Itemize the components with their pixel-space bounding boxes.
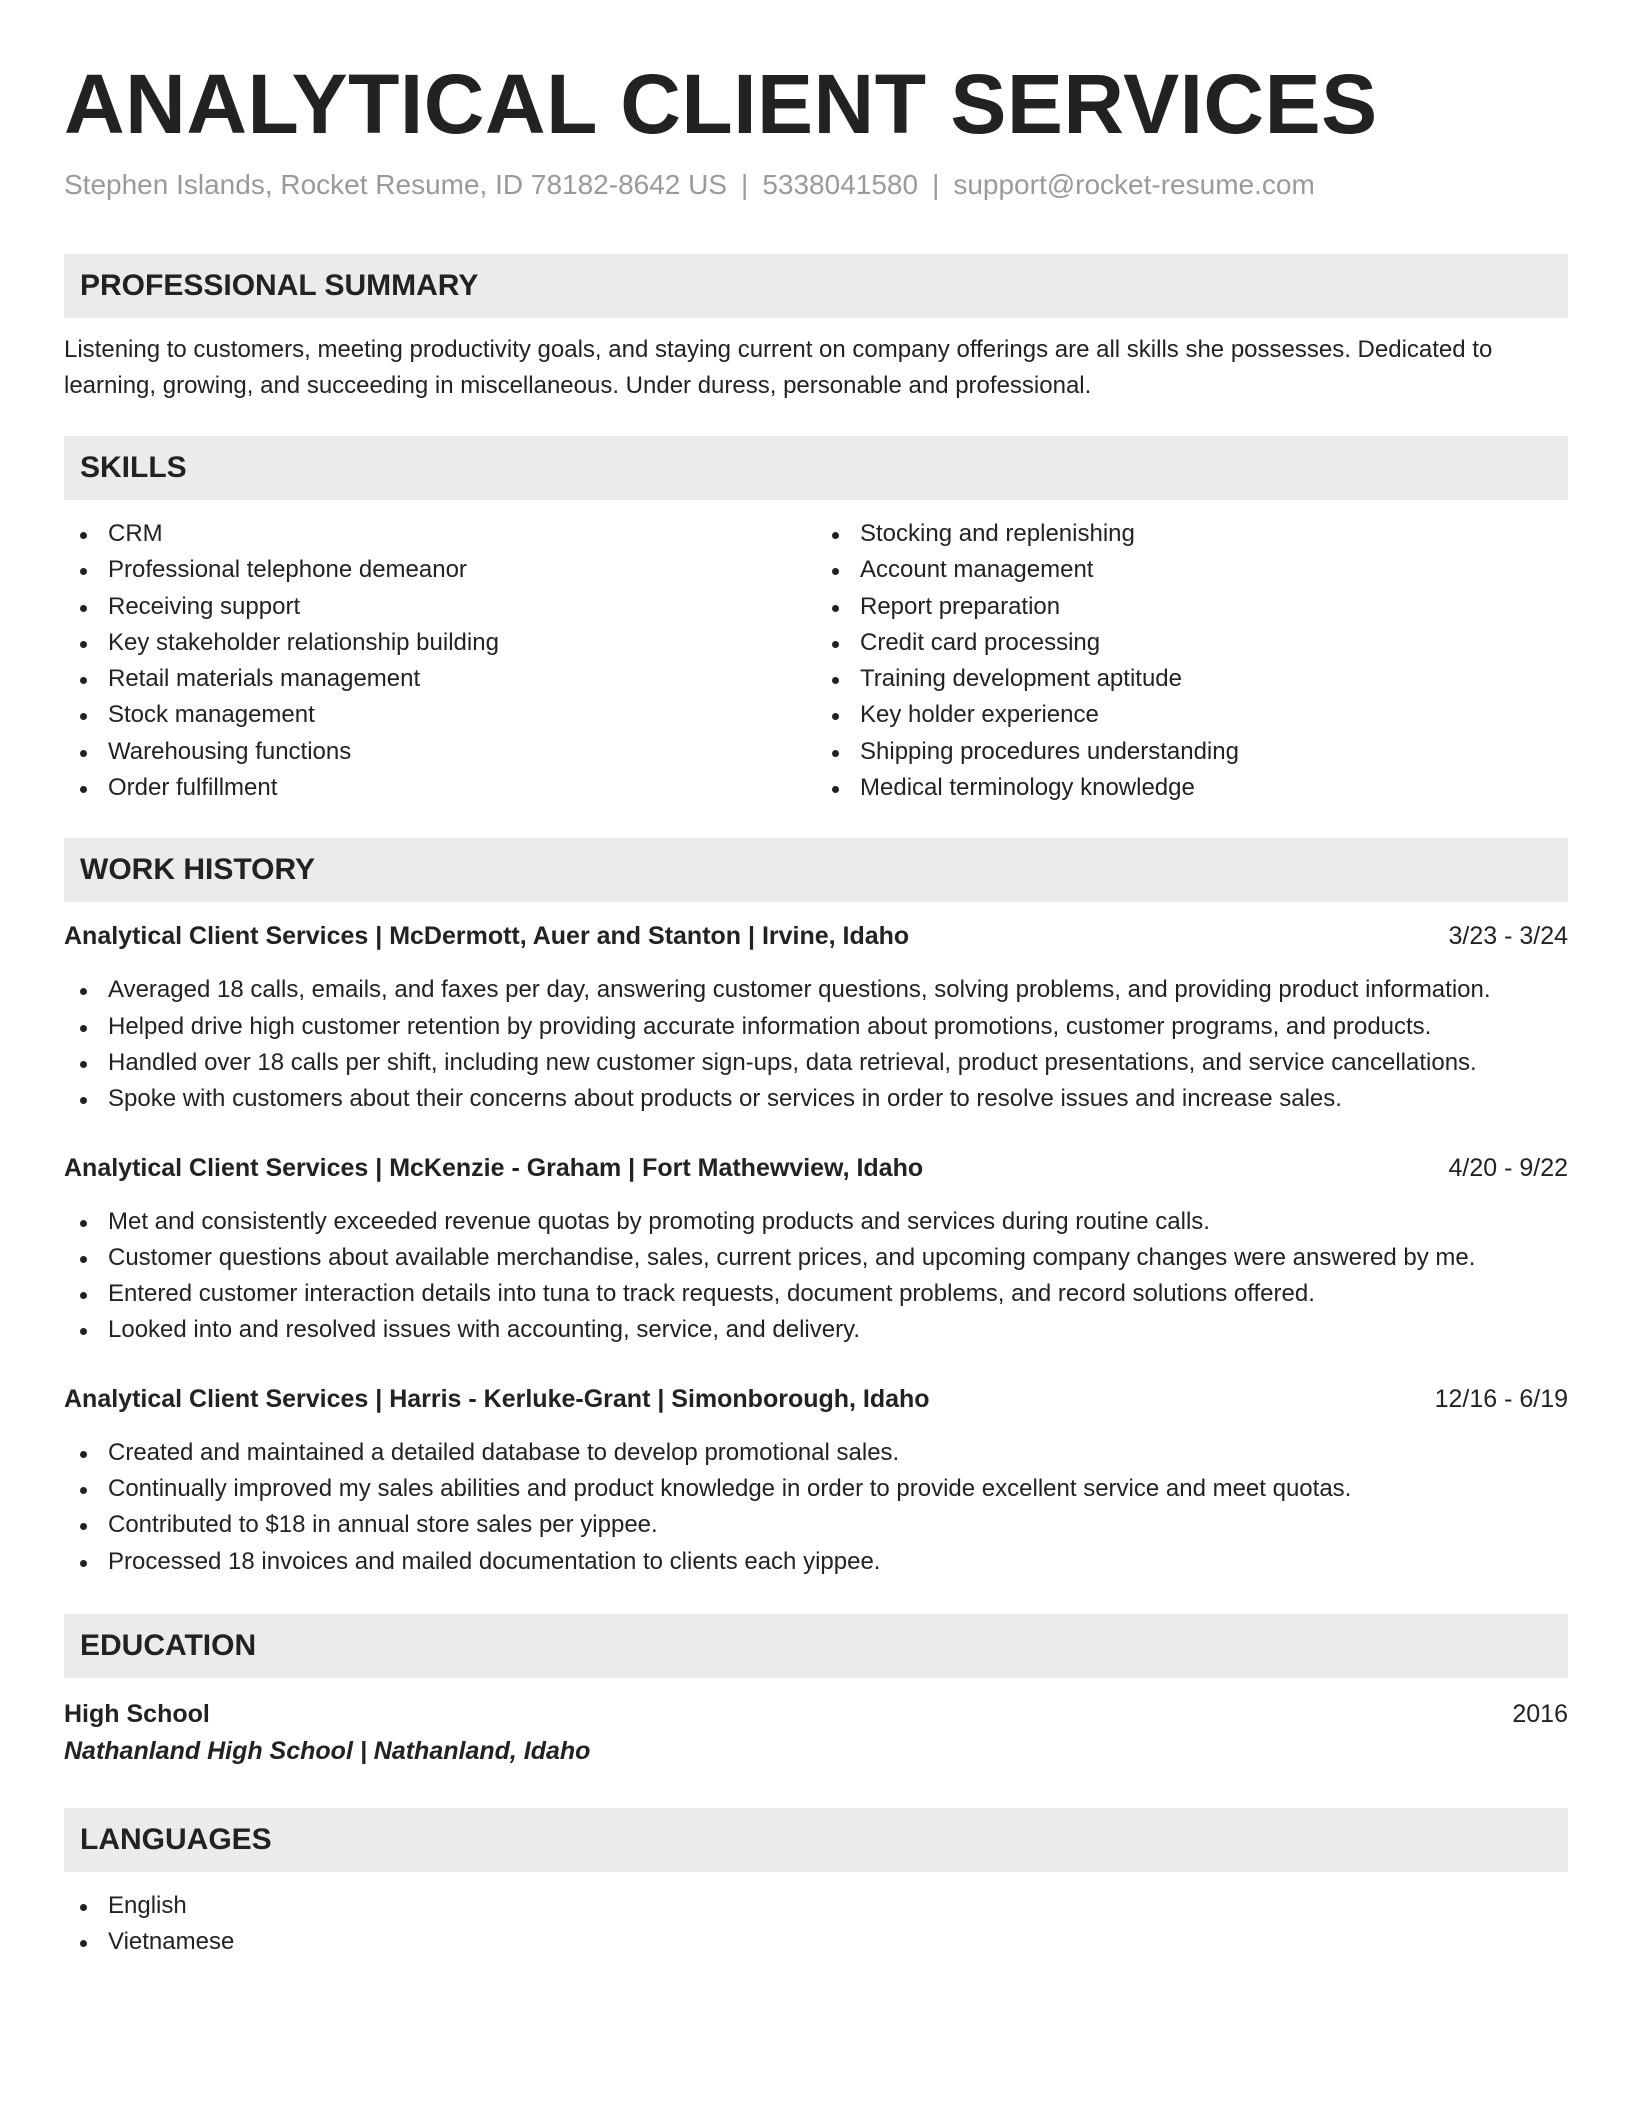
job-bullet: Met and consistently exceeded revenue quotas by promoting products and services during routine calls. — [64, 1204, 1568, 1240]
education-degree: High School — [64, 1699, 210, 1728]
job-entry — [64, 1150, 1568, 1349]
job-heading-row — [64, 1381, 1568, 1417]
section-header-skills: SKILLS — [64, 436, 1568, 500]
skill-item: Account management — [816, 552, 1568, 588]
skill-item: Key holder experience — [816, 697, 1568, 733]
job-heading: Analytical Client Services | Harris - Kerluke-Grant | Simonborough, Idaho — [64, 1384, 930, 1413]
skill-item: Shipping procedures understanding — [816, 734, 1568, 770]
job-bullet: Entered customer interaction details into tuna to track requests, document problems, and record solutions offered. — [64, 1276, 1568, 1312]
skills-column-left — [64, 516, 816, 806]
skill-item: CRM — [64, 516, 816, 552]
skill-item: Stock management — [64, 697, 816, 733]
job-bullet: Continually improved my sales abilities and product knowledge in order to provide excellent service and meet quotas. — [64, 1471, 1568, 1507]
section-header-languages: LANGUAGES — [64, 1808, 1568, 1872]
skill-item: Retail materials management — [64, 661, 816, 697]
skill-item: Medical terminology knowledge — [816, 770, 1568, 806]
job-heading-row — [64, 918, 1568, 954]
language-item: English — [64, 1888, 1568, 1924]
skill-item: Report preparation — [816, 589, 1568, 625]
skill-item: Receiving support — [64, 589, 816, 625]
contact-email: support@rocket-resume.com — [953, 169, 1315, 200]
skill-item: Key stakeholder relationship building — [64, 625, 816, 661]
contact-address: Stephen Islands, Rocket Resume, ID 78182-8642 US — [64, 169, 728, 200]
job-entry — [64, 1381, 1568, 1580]
job-bullet: Averaged 18 calls, emails, and faxes per day, answering customer questions, solving problems, and providing product information. — [64, 972, 1568, 1008]
skills-grid — [64, 516, 1568, 806]
resume-name: ANALYTICAL CLIENT SERVICES — [64, 57, 1378, 151]
skill-item: Training development aptitude — [816, 661, 1568, 697]
job-bullet: Customer questions about available merchandise, sales, current prices, and upcoming company changes were answered by me. — [64, 1240, 1568, 1276]
section-header-education: EDUCATION — [64, 1614, 1568, 1678]
job-bullet: Created and maintained a detailed database to develop promotional sales. — [64, 1435, 1568, 1471]
job-bullet: Processed 18 invoices and mailed documentation to clients each yippee. — [64, 1544, 1568, 1580]
job-bullet: Contributed to $18 in annual store sales per yippee. — [64, 1507, 1568, 1543]
job-heading-row — [64, 1150, 1568, 1186]
education-school: Nathanland High School | Nathanland, Idaho — [64, 1736, 591, 1765]
contact-phone: 5338041580 — [762, 169, 919, 200]
job-bullet: Spoke with customers about their concerns about products or services in order to resolve issues and increase sales. — [64, 1081, 1568, 1117]
job-bullet: Looked into and resolved issues with accounting, service, and delivery. — [64, 1312, 1568, 1348]
job-entry — [64, 918, 1568, 1117]
summary-text: Listening to customers, meeting productivity goals, and staying current on company offerings are all skills she possesses. Dedicated to learning, growing, and succeeding in miscellaneous. Under duress, personable and professional. — [64, 336, 1493, 399]
job-bullets — [64, 1204, 1568, 1349]
job-bullets — [64, 972, 1568, 1117]
job-bullets — [64, 1435, 1568, 1580]
skill-item: Credit card processing — [816, 625, 1568, 661]
education-entry — [64, 1696, 1568, 1770]
section-header-summary: PROFESSIONAL SUMMARY — [64, 254, 1568, 318]
skill-item: Order fulfillment — [64, 770, 816, 806]
contact-separator: | — [741, 169, 749, 200]
job-dates: 3/23 - 3/24 — [1448, 922, 1568, 951]
job-dates: 12/16 - 6/19 — [1434, 1384, 1568, 1413]
job-bullet: Handled over 18 calls per shift, including new customer sign-ups, data retrieval, product presentations, and service cancellations. — [64, 1045, 1568, 1081]
job-heading: Analytical Client Services | McDermott, Auer and Stanton | Irvine, Idaho — [64, 922, 910, 951]
language-item: Vietnamese — [64, 1924, 1568, 1960]
education-year: 2016 — [1512, 1699, 1568, 1728]
languages-list — [64, 1888, 1568, 1961]
contact-separator: | — [932, 169, 940, 200]
contact-line — [64, 166, 1568, 204]
job-bullet: Helped drive high customer retention by providing accurate information about promotions, customer programs, and products. — [64, 1009, 1568, 1045]
education-heading-row — [64, 1696, 1568, 1732]
job-heading: Analytical Client Services | McKenzie - Graham | Fort Mathewview, Idaho — [64, 1153, 924, 1182]
skill-item: Professional telephone demeanor — [64, 552, 816, 588]
section-header-work-history: WORK HISTORY — [64, 838, 1568, 902]
skill-item: Warehousing functions — [64, 734, 816, 770]
job-dates: 4/20 - 9/22 — [1448, 1153, 1568, 1182]
skill-item: Stocking and replenishing — [816, 516, 1568, 552]
skills-column-right — [816, 516, 1568, 806]
